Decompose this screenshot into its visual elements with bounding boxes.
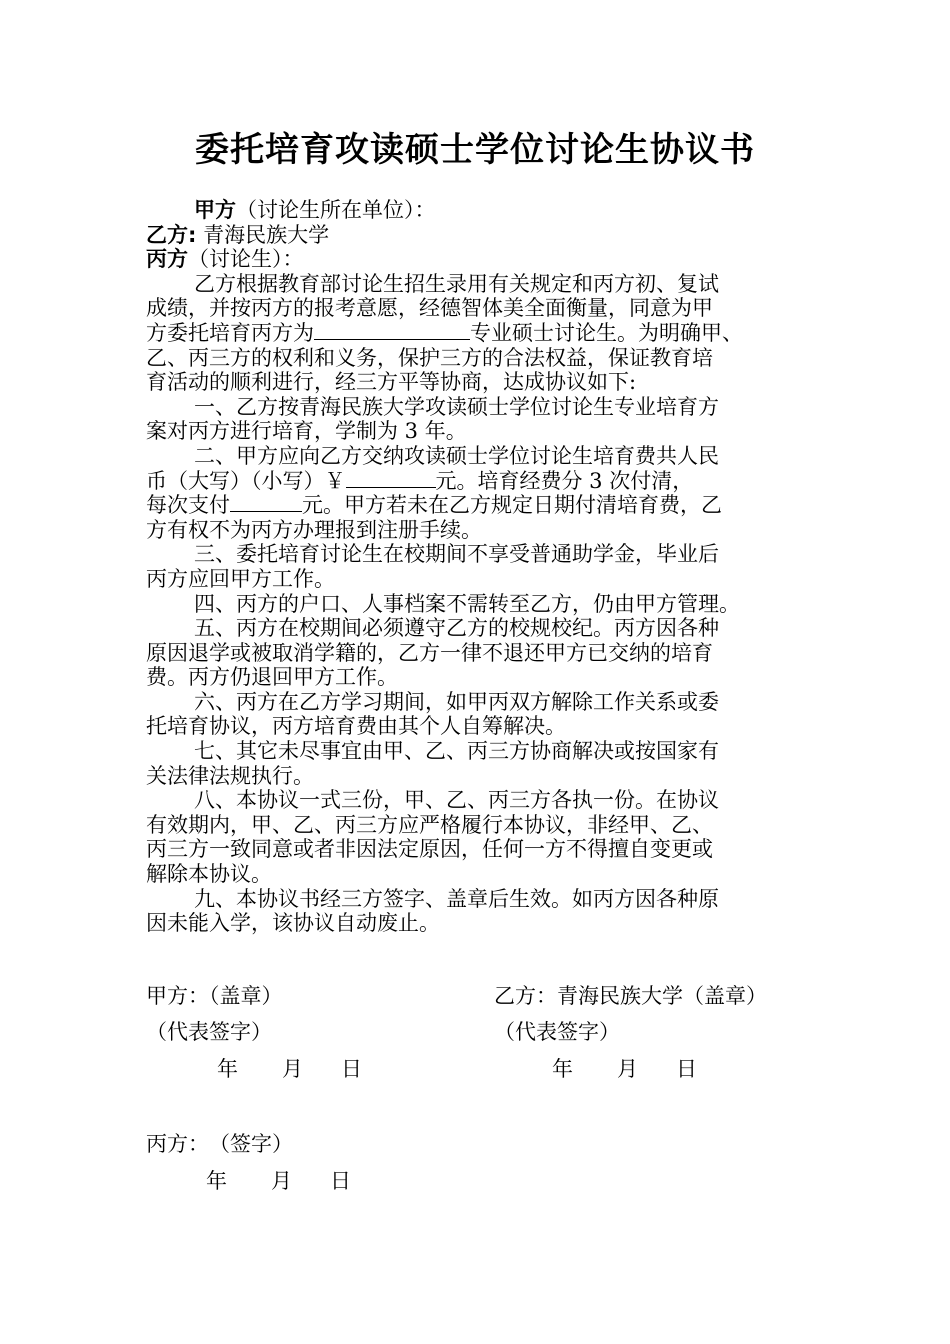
- clause-8-line-2: 有效期内，甲、乙、丙三方应严格履行本协议，非经甲、乙、: [146, 812, 713, 837]
- party-yi-representative: （代表签字）: [494, 1020, 620, 1044]
- party-jia-seal: 甲方：（盖章）: [146, 984, 283, 1008]
- major-blank[interactable]: [314, 321, 470, 340]
- clause-2-line-3b: 元。甲方若未在乙方规定日期付清培育费，乙: [302, 493, 722, 518]
- intro-line-2: 成绩，并按丙方的报考意愿，经德智体美全面衡量，同意为甲: [146, 296, 713, 321]
- clause-2-line-4: 方有权不为丙方办理报到注册手续。: [146, 517, 482, 542]
- clause-3-line-2: 丙方应回甲方工作。: [146, 566, 335, 591]
- installment-blank[interactable]: [230, 493, 302, 512]
- party-yi-value: 青海民族大学: [196, 222, 330, 247]
- party-bing-line: [146, 247, 806, 272]
- bing-date-month: 月: [271, 1169, 292, 1193]
- bing-date-day: 日: [330, 1169, 351, 1193]
- party-bing-label: 丙方: [146, 247, 188, 272]
- intro-line-3b: 专业硕士讨论生。为明确甲、: [470, 320, 743, 345]
- party-yi-label: 乙方:: [146, 222, 197, 247]
- party-bing-sign: 丙方： （签字）: [146, 1132, 293, 1156]
- clause-7-line-1: 七、其它未尽事宜由甲、乙、丙三方协商解决或按国家有: [194, 739, 719, 764]
- clause-9-line-1: 九、本协议书经三方签字、盖章后生效。如丙方因各种原: [194, 886, 719, 911]
- clause-9-line-2: 因未能入学，该协议自动废止。: [146, 911, 440, 936]
- clause-6-line-2: 托培育协议，丙方培育费由其个人自筹解决。: [146, 714, 566, 739]
- clause-8-line-3: 丙三方一致同意或者非因法定原因，任何一方不得擅自变更或: [146, 837, 713, 862]
- clause-2-line-1: 二、甲方应向乙方交纳攻读硕士学位讨论生培育费共人民: [194, 443, 719, 468]
- clause-1-line-2: 案对丙方进行培育，学制为 3 年。: [146, 419, 467, 444]
- clause-3-line-1: 三、委托培育讨论生在校期间不享受普通助学金，毕业后: [194, 542, 719, 567]
- jia-date-month: 月: [282, 1057, 303, 1081]
- clause-2-line-2: [146, 469, 806, 494]
- clause-7-line-2: 关法律法规执行。: [146, 763, 314, 788]
- party-yi-line: [146, 223, 806, 248]
- clause-5-line-2: 原因退学或被取消学籍的，乙方一律不退还甲方已交纳的培育: [146, 640, 713, 665]
- yi-date-month: 月: [617, 1057, 638, 1081]
- party-jia-line: [146, 198, 806, 223]
- party-bing-note: （讨论生）：: [188, 247, 304, 272]
- intro-line-3: [146, 321, 806, 346]
- intro-line-5: 育活动的顺利进行，经三方平等协商，达成协议如下:: [146, 370, 637, 395]
- clause-6-line-1: 六、丙方在乙方学习期间，如甲丙双方解除工作关系或委: [194, 689, 719, 714]
- clause-2-line-3: [146, 493, 806, 518]
- party-jia-representative: （代表签字）: [146, 1020, 272, 1044]
- clause-8-line-4: 解除本协议。: [146, 862, 272, 887]
- document-title: 委托培育攻读硕士学位讨论生协议书: [195, 130, 755, 170]
- party-jia-label: 甲方: [194, 198, 236, 222]
- party-yi-date: [552, 1056, 697, 1082]
- intro-line-3a: 方委托培育丙方为: [146, 320, 314, 345]
- jia-date-day: 日: [341, 1057, 362, 1081]
- clause-1-line-1: 一、乙方按青海民族大学攻读硕士学位讨论生专业培育方: [194, 394, 719, 419]
- yi-date-year: 年: [552, 1057, 573, 1081]
- bing-date-year: 年: [206, 1169, 227, 1193]
- intro-line-1: 乙方根据教育部讨论生招生录用有关规定和丙方初、复试: [194, 271, 719, 296]
- clause-5-line-1: 五、丙方在校期间必须遵守乙方的校规校纪。丙方因各种: [194, 616, 719, 641]
- clause-2-line-3a: 每次支付: [146, 493, 230, 518]
- yi-date-day: 日: [676, 1057, 697, 1081]
- party-bing-date: [206, 1168, 351, 1194]
- party-jia-date: [217, 1056, 362, 1082]
- clause-2-line-2a: 币（大写）（小写）￥: [146, 468, 346, 493]
- clause-2-line-2b: 元。培育经费分 3 次付清，: [435, 468, 694, 493]
- clause-4-line-1: 四、丙方的户口、人事档案不需转至乙方，仍由甲方管理。: [194, 591, 740, 616]
- clause-5-line-3: 费。丙方仍退回甲方工作。: [146, 665, 398, 690]
- clause-8-line-1: 八、本协议一式三份，甲、乙、丙三方各执一份。在协议: [194, 788, 719, 813]
- intro-line-4: 乙、丙三方的权利和义务，保护三方的合法权益，保证教育培: [146, 345, 713, 370]
- agreement-body: [146, 198, 806, 936]
- party-yi-seal: 乙方：青海民族大学（盖章）: [494, 984, 767, 1008]
- jia-date-year: 年: [217, 1057, 238, 1081]
- party-jia-note: （讨论生所在单位）：: [236, 198, 436, 222]
- fee-amount-blank[interactable]: [346, 469, 436, 488]
